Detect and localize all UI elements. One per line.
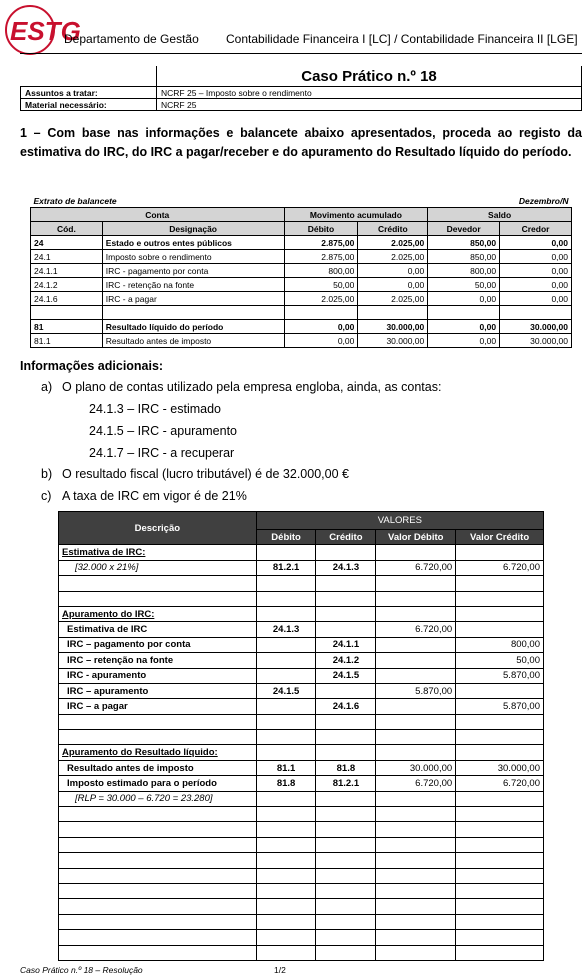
- cell-cred: 30.000,00: [358, 320, 428, 334]
- cell-cred: 2.025,00: [358, 292, 428, 306]
- cell-cod: 24.1.6: [31, 292, 103, 306]
- resolution-table: [58, 511, 544, 961]
- cell-valor-credito: [456, 576, 544, 591]
- table-row: [31, 264, 572, 278]
- cell-debito: [256, 591, 316, 606]
- cell-valor-debito: [376, 853, 456, 868]
- cell-dev: 50,00: [428, 278, 500, 292]
- cell-valor-debito: [376, 899, 456, 914]
- cell-valor-debito: 30.000,00: [376, 760, 456, 775]
- table-row: [59, 653, 544, 668]
- cell-credito: [316, 606, 376, 621]
- cell-valor-debito: [376, 745, 456, 760]
- case-title: Caso Prático n.º 18: [157, 66, 582, 87]
- cell-deb: 2.875,00: [284, 250, 358, 264]
- header-debito: Débito: [256, 530, 316, 545]
- cell-debito: [256, 576, 316, 591]
- cell-valor-debito: [376, 883, 456, 898]
- cell-deb: 50,00: [284, 278, 358, 292]
- cell-desig: Imposto sobre o rendimento: [102, 250, 284, 264]
- cell-valor-credito: 6.720,00: [456, 560, 544, 575]
- cell-cod: 81.1: [31, 334, 103, 348]
- cell-descricao: [59, 883, 257, 898]
- course-name: Contabilidade Financeira I [LC] / Contabilidade Financeira II [LGE]: [226, 32, 578, 46]
- footer-text: Caso Prático n.º 18 – Resolução: [20, 965, 143, 975]
- cell-descricao: Apuramento do Resultado líquido:: [59, 745, 257, 760]
- cell-credito: [316, 714, 376, 729]
- group-saldo: Saldo: [428, 208, 572, 222]
- cell-desig: Estado e outros entes públicos: [102, 236, 284, 250]
- cell-credito: 24.1.5: [316, 668, 376, 683]
- cell-valor-credito: [456, 730, 544, 745]
- header-devedor: Devedor: [428, 222, 500, 236]
- cell-descricao: Imposto estimado para o período: [59, 776, 257, 791]
- cell-valor-debito: [376, 914, 456, 929]
- cell-valor-credito: [456, 837, 544, 852]
- cell-valor-credito: [456, 945, 544, 960]
- cell-descricao: [59, 837, 257, 852]
- table-row: [59, 837, 544, 852]
- cell-debito: [256, 914, 316, 929]
- cell-valor-credito: [456, 622, 544, 637]
- table-row: [59, 760, 544, 775]
- cell-valor-debito: [376, 730, 456, 745]
- cell-credito: [316, 914, 376, 929]
- balance-period: Dezembro/N: [518, 195, 569, 206]
- cell-valor-credito: [456, 883, 544, 898]
- cell-cred: 0,00: [358, 278, 428, 292]
- cell-descricao: IRC - apuramento: [59, 668, 257, 683]
- cell-valor-debito: 6.720,00: [376, 776, 456, 791]
- cell-deb: 0,00: [284, 320, 358, 334]
- cell-cr: 30.000,00: [500, 320, 572, 334]
- cell-valor-credito: [456, 745, 544, 760]
- cell-valor-debito: 5.870,00: [376, 683, 456, 698]
- cell-descricao: Estimativa de IRC: [59, 622, 257, 637]
- cell-valor-debito: [376, 822, 456, 837]
- cell-descricao: [32.000 x 21%]: [59, 560, 257, 575]
- header-valores: VALORES: [256, 512, 543, 530]
- table-row: [31, 236, 572, 250]
- cell-descricao: [59, 807, 257, 822]
- cell-deb: 800,00: [284, 264, 358, 278]
- table-row: [31, 334, 572, 348]
- cell-credito: [316, 883, 376, 898]
- header-debito: Débito: [284, 222, 358, 236]
- cell-cr: 0,00: [500, 264, 572, 278]
- cell-descricao: Resultado antes de imposto: [59, 760, 257, 775]
- cell-debito: [256, 745, 316, 760]
- cell-valor-credito: [456, 683, 544, 698]
- cell-cred: 2.025,00: [358, 250, 428, 264]
- cell-credito: [316, 822, 376, 837]
- header-credito: Crédito: [358, 222, 428, 236]
- cell-valor-debito: [376, 930, 456, 945]
- table-row: [59, 791, 544, 806]
- cell-debito: [256, 853, 316, 868]
- cell-cod: 24: [31, 236, 103, 250]
- cell-valor-credito: 5.870,00: [456, 699, 544, 714]
- cell-valor-credito: 50,00: [456, 653, 544, 668]
- table-row: [59, 545, 544, 560]
- cell-credito: [316, 683, 376, 698]
- table-row: [59, 714, 544, 729]
- cell-debito: [256, 653, 316, 668]
- cell-valor-debito: [376, 668, 456, 683]
- cell-descricao: [RLP = 30.000 – 6.720 = 23.280]: [59, 791, 257, 806]
- cell-debito: [256, 668, 316, 683]
- cell-valor-debito: [376, 606, 456, 621]
- cell-debito: [256, 945, 316, 960]
- cell-credito: 24.1.1: [316, 637, 376, 652]
- cell-valor-credito: 6.720,00: [456, 776, 544, 791]
- cell-deb: 2.875,00: [284, 236, 358, 250]
- cell-credito: [316, 730, 376, 745]
- table-row: [59, 683, 544, 698]
- cell-cod: 24.1.2: [31, 278, 103, 292]
- item-c-text: A taxa de IRC em vigor é de 21%: [62, 489, 247, 503]
- cell-credito: [316, 899, 376, 914]
- cell-valor-credito: [456, 606, 544, 621]
- balance-caption: Extrato de balancete: [33, 195, 117, 206]
- header-divider: [20, 53, 582, 54]
- cell-valor-credito: [456, 853, 544, 868]
- school-logo: [2, 0, 81, 60]
- table-row: [59, 883, 544, 898]
- account-item: 24.1.3 – IRC - estimado: [89, 402, 222, 416]
- cell-valor-debito: [376, 653, 456, 668]
- cell-desig: IRC - pagamento por conta: [102, 264, 284, 278]
- cell-descricao: [59, 822, 257, 837]
- cell-deb: 2.025,00: [284, 292, 358, 306]
- table-row: [59, 853, 544, 868]
- subject-value: NCRF 25 – Imposto sobre o rendimento: [157, 87, 582, 99]
- cell-credito: [316, 807, 376, 822]
- account-item: 24.1.7 – IRC - a recuperar: [89, 446, 235, 460]
- table-row: [31, 278, 572, 292]
- cell-debito: [256, 791, 316, 806]
- cell-cred: 30.000,00: [358, 334, 428, 348]
- cell-credito: [316, 853, 376, 868]
- table-row: [59, 576, 544, 591]
- cell-valor-credito: 800,00: [456, 637, 544, 652]
- cell-dev: 0,00: [428, 334, 500, 348]
- cell-valor-debito: [376, 945, 456, 960]
- cell-debito: [256, 883, 316, 898]
- cell-dev: 850,00: [428, 250, 500, 264]
- item-b-text: O resultado fiscal (lucro tributável) é de 32.000,00 €: [62, 467, 349, 481]
- cell-debito: 81.1: [256, 760, 316, 775]
- account-item: 24.1.5 – IRC - apuramento: [89, 424, 237, 438]
- cell-descricao: Apuramento do IRC:: [59, 606, 257, 621]
- cell-descricao: [59, 899, 257, 914]
- table-row-empty: [31, 306, 572, 320]
- table-row: [31, 320, 572, 334]
- group-conta: Conta: [31, 208, 285, 222]
- cell-valor-debito: [376, 699, 456, 714]
- cell-credito: [316, 837, 376, 852]
- cell-cr: 0,00: [500, 236, 572, 250]
- cell-desig: IRC - a pagar: [102, 292, 284, 306]
- table-row: [59, 822, 544, 837]
- cell-debito: [256, 868, 316, 883]
- header-descricao: Descrição: [59, 512, 257, 545]
- cell-valor-credito: 30.000,00: [456, 760, 544, 775]
- cell-debito: [256, 822, 316, 837]
- cell-descricao: [59, 576, 257, 591]
- cell-credito: 24.1.3: [316, 560, 376, 575]
- cell-debito: [256, 637, 316, 652]
- table-row: [59, 699, 544, 714]
- cell-valor-credito: [456, 545, 544, 560]
- question-text: 1 – Com base nas informações e balancete abaixo apresentados, proceda ao registo da estimativa do IRC, do IRC a pagar/receber e do apuramento do Resultado líquido do período.: [20, 126, 582, 159]
- cell-debito: [256, 714, 316, 729]
- cell-descricao: [59, 914, 257, 929]
- cell-valor-debito: [376, 714, 456, 729]
- cell-cr: 0,00: [500, 278, 572, 292]
- cell-valor-debito: [376, 591, 456, 606]
- cell-dev: 800,00: [428, 264, 500, 278]
- cell-valor-debito: [376, 807, 456, 822]
- cell-valor-credito: [456, 899, 544, 914]
- header-credor: Credor: [500, 222, 572, 236]
- cell-cod: 24.1: [31, 250, 103, 264]
- cell-valor-credito: [456, 791, 544, 806]
- cell-credito: 24.1.6: [316, 699, 376, 714]
- page-number: 1/2: [274, 965, 286, 975]
- cell-descricao: [59, 591, 257, 606]
- cell-credito: [316, 791, 376, 806]
- cell-valor-debito: 6.720,00: [376, 622, 456, 637]
- cell-valor-credito: 5.870,00: [456, 668, 544, 683]
- case-info-table: [20, 66, 582, 111]
- table-row: [59, 606, 544, 621]
- balance-table: [30, 194, 572, 348]
- department-name: Departamento de Gestão: [64, 32, 199, 46]
- cell-dev: 0,00: [428, 292, 500, 306]
- cell-credito: [316, 576, 376, 591]
- cell-descricao: [59, 930, 257, 945]
- cell-credito: [316, 622, 376, 637]
- cell-descricao: [59, 868, 257, 883]
- cell-valor-debito: 6.720,00: [376, 560, 456, 575]
- cell-desig: Resultado antes de imposto: [102, 334, 284, 348]
- cell-valor-debito: [376, 837, 456, 852]
- table-row: [59, 745, 544, 760]
- table-row: [59, 807, 544, 822]
- cell-descricao: [59, 853, 257, 868]
- item-c-letter: c): [41, 489, 52, 503]
- subject-label: Assuntos a tratar:: [21, 87, 157, 99]
- spacer-cell: [21, 66, 157, 87]
- cell-credito: 81.2.1: [316, 776, 376, 791]
- cell-credito: [316, 930, 376, 945]
- cell-credito: [316, 591, 376, 606]
- cell-credito: [316, 945, 376, 960]
- cell-valor-credito: [456, 914, 544, 929]
- cell-cr: 0,00: [500, 292, 572, 306]
- cell-debito: [256, 545, 316, 560]
- cell-cod: 24.1.1: [31, 264, 103, 278]
- cell-dev: 850,00: [428, 236, 500, 250]
- header-cod: Cód.: [31, 222, 103, 236]
- cell-valor-credito: [456, 822, 544, 837]
- cell-descricao: [59, 730, 257, 745]
- cell-cred: 0,00: [358, 264, 428, 278]
- cell-descricao: Estimativa de IRC:: [59, 545, 257, 560]
- cell-desig: Resultado líquido do período: [102, 320, 284, 334]
- cell-debito: [256, 699, 316, 714]
- item-a-letter: a): [41, 380, 53, 394]
- table-row: [59, 668, 544, 683]
- cell-credito: 81.8: [316, 760, 376, 775]
- cell-cod: 81: [31, 320, 103, 334]
- additional-info-title: Informações adicionais:: [20, 359, 164, 373]
- cell-credito: [316, 745, 376, 760]
- header-valor-credito: Valor Crédito: [456, 530, 544, 545]
- cell-debito: [256, 606, 316, 621]
- cell-credito: [316, 545, 376, 560]
- cell-valor-credito: [456, 714, 544, 729]
- cell-valor-credito: [456, 868, 544, 883]
- table-row: [59, 776, 544, 791]
- cell-descricao: IRC – apuramento: [59, 683, 257, 698]
- table-row: [59, 914, 544, 929]
- cell-debito: [256, 837, 316, 852]
- item-b-letter: b): [41, 467, 53, 481]
- cell-debito: 81.2.1: [256, 560, 316, 575]
- cell-descricao: [59, 714, 257, 729]
- table-row: [59, 945, 544, 960]
- header-valor-debito: Valor Débito: [376, 530, 456, 545]
- cell-descricao: [59, 945, 257, 960]
- group-movimento: Movimento acumulado: [284, 208, 428, 222]
- cell-debito: 24.1.5: [256, 683, 316, 698]
- cell-debito: 24.1.3: [256, 622, 316, 637]
- cell-debito: [256, 899, 316, 914]
- cell-deb: 0,00: [284, 334, 358, 348]
- item-a-text: O plano de contas utilizado pela empresa engloba, ainda, as contas:: [62, 380, 442, 394]
- cell-credito: 24.1.2: [316, 653, 376, 668]
- cell-descricao: IRC – a pagar: [59, 699, 257, 714]
- table-row: [59, 622, 544, 637]
- header-credito: Crédito: [316, 530, 376, 545]
- header-designacao: Designação: [102, 222, 284, 236]
- table-row: [59, 868, 544, 883]
- table-row: [59, 730, 544, 745]
- cell-cred: 2.025,00: [358, 236, 428, 250]
- cell-descricao: IRC – pagamento por conta: [59, 637, 257, 652]
- table-row: [59, 591, 544, 606]
- table-row: [59, 899, 544, 914]
- cell-debito: [256, 930, 316, 945]
- cell-valor-credito: [456, 591, 544, 606]
- cell-debito: [256, 807, 316, 822]
- table-row: [59, 560, 544, 575]
- table-row: [59, 637, 544, 652]
- cell-descricao: IRC – retenção na fonte: [59, 653, 257, 668]
- cell-cr: 30.000,00: [500, 334, 572, 348]
- cell-valor-credito: [456, 807, 544, 822]
- cell-desig: IRC - retenção na fonte: [102, 278, 284, 292]
- svg-text:ESTG: ESTG: [10, 16, 81, 46]
- cell-credito: [316, 868, 376, 883]
- cell-valor-debito: [376, 791, 456, 806]
- cell-valor-debito: [376, 576, 456, 591]
- cell-valor-debito: [376, 868, 456, 883]
- cell-debito: 81.8: [256, 776, 316, 791]
- cell-valor-credito: [456, 930, 544, 945]
- cell-debito: [256, 730, 316, 745]
- material-value: NCRF 25: [157, 99, 582, 111]
- table-row: [31, 292, 572, 306]
- cell-cr: 0,00: [500, 250, 572, 264]
- cell-valor-debito: [376, 637, 456, 652]
- material-label: Material necessário:: [21, 99, 157, 111]
- table-row: [31, 250, 572, 264]
- cell-dev: 0,00: [428, 320, 500, 334]
- table-row: [59, 930, 544, 945]
- cell-valor-debito: [376, 545, 456, 560]
